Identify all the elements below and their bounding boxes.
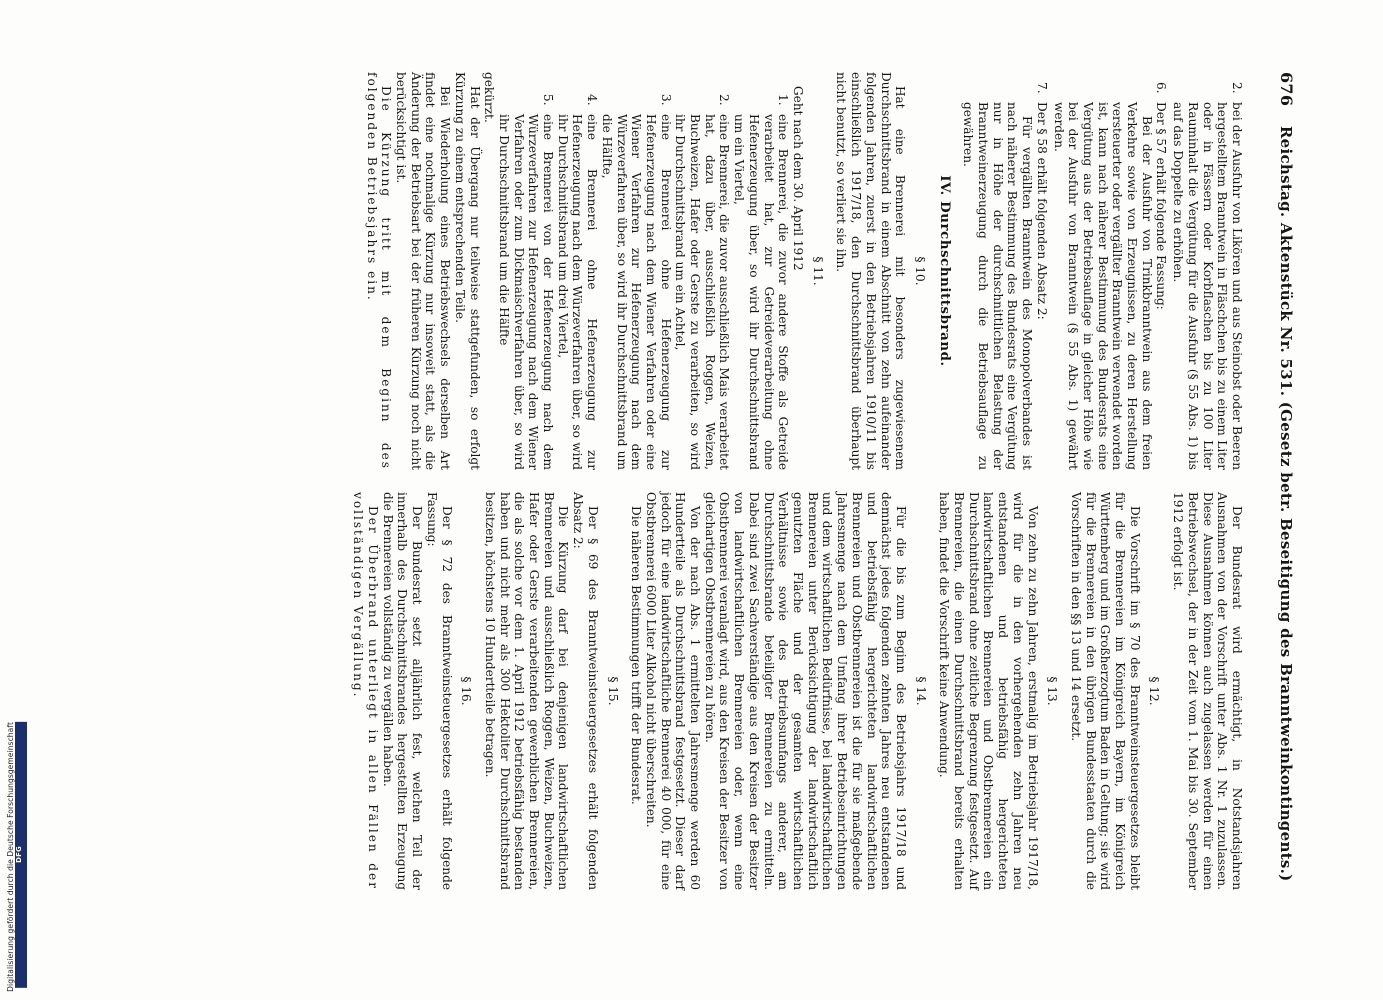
section-heading-16: § 16.	[459, 676, 474, 706]
section-16-paragraph-2: Der Überbrand unterliegt in allen Fällen der vollständigen Vergällung.	[351, 492, 381, 890]
section-heading-12: § 12.	[1147, 676, 1162, 706]
section-heading-10: § 10.	[912, 256, 927, 286]
section-title-durchschnittsbrand: IV. Durchschnittsbrand.	[936, 175, 952, 367]
list-item-2: 2. bei der Ausfuhr von Likören und aus Steinobst oder Beeren hergestelltem Branntwein in Fläschchen bis zu einem Liter oder in Fässern oder Korbflaschen bis zu 100 Liter Rauminhalt die Vergütung für die Ausfuhr (§ 55 Abs. 1) bis auf das Doppelte zu erhöhen.	[1171, 82, 1244, 470]
list-item-7: 7. Der § 58 erhält folgenden Absatz 2:	[1034, 82, 1049, 320]
section-11-paragraph-2: Hat der Übergang nur teilweise stattgefunden, so erfolgt Kürzung zu einem entsprechenden Teile.	[452, 72, 482, 470]
running-head-title: Reichstag. Aktenstück Nr. 531. (Gesetz betr. Beseitigung des Branntweinkontingents.)	[1277, 125, 1295, 882]
section-heading-11: § 11.	[810, 256, 825, 286]
item-6-intro: Der § 57 erhält folgende Fassung:	[1154, 102, 1169, 310]
right-column	[351, 492, 1244, 890]
section-16-intro: Der § 72 des Branntweinsteuergesetzes erhält folgende Fassung:	[424, 492, 454, 890]
list-item: 3. eine Brennerei ohne Hefenerzeugung zur Hefenerzeugung nach dem Wiener Verfahren oder eine Wiener Verfahren zur Hefenerzeugung nach dem Würzeverfahren über, so wird ihr Durchschnittsbrand um die Hälfte,	[599, 94, 673, 470]
section-11-intro: Geht nach dem 30. April 1912	[791, 86, 806, 271]
section-14-paragraph-1: Für die bis zum Beginn des Betriebsjahrs 1917/18 und demnächst jedes folgenden zehnten Jahres neu entstandenen und betriebsfähig hergerichteten landwirtschaftlichen Brennereien und Obstbrennereien ist die für sie maßgebende Jahresmenge nach dem Umfang ihrer Betriebseinrichtungen und dem wirtschaftlichen Bedürfnisse, bei landwirtschaftlichen Brennereien unter Berücksichtigung der landwirtschaftlich genutzten Fläche und der gesamten wirtschaftlichen Verhältnisse sowie des Betriebsumfangs anderer, am Durchschnittsbrande beteiligter Brennereien zu ermitteln. Dabei sind zwei Sachverständige aus den Kreisen der Besitzer von landwirtschaftlichen Brennereien oder, wenn eine Obstbrennerei veranlagt wird, aus den Kreisen der Besitzer von gleichartigen Obstbrennereien zu hören.	[702, 492, 908, 890]
list-item: 4. eine Brennerei ohne Hefenerzeugung zur Hefenerzeugung nach dem Würzeverfahren über, so wird ihr Durchschnittsbrand um drei Viertel,	[555, 94, 600, 470]
section-14-paragraph-3: Die näheren Bestimmungen trifft der Bundesrat.	[629, 506, 644, 805]
section-11-list	[496, 72, 790, 470]
section-heading-13: § 13.	[1045, 676, 1060, 706]
item-6-body: Bei der Ausfuhr von Trinkbranntwein aus dem freien Verkehre sowie von Erzeugnissen, zu deren Herstellung versteuerter oder vergällter Branntwein verwendet worden ist, kann nach näherer Bestimmung des Bundesrats eine Vergütung aus der Betriebsauflage in gleicher Höhe wie bei der Ausfuhr von Branntwein (§ 55 Abs. 1) gewährt werden.	[1051, 102, 1154, 470]
list-item-6: 6. Der § 57 erhält folgende Fassung:	[1154, 82, 1169, 310]
running-head	[1270, 72, 1296, 932]
section-13-body: Von zehn zu zehn Jahren, erstmalig im Betriebsjahr 1917/18, wird für die in den vorhergehenden zehn Jahren neu entstandenen und betriebsfähig hergerichteten landwirtschaftlichen Brennereien und Obstbrennereien ein Durchschnittsbrand ohne zeitliche Begrenzung festgesetzt. Auf Brennereien, die einen Durchschnittsbrand bereits erhalten haben, findet die Vorschrift keine Anwendung.	[937, 492, 1040, 890]
section-11-end: gekürzt.	[482, 72, 497, 123]
section-12-body: Die Vorschrift im § 70 des Branntweinsteuergesetzes bleibt für die Brennereien im Königreich Bayern, im Königreich Württemberg und im Großherzogtum Baden in Geltung; sie wird für die Brennereien in den übrigen Bundesstaaten durch die Vorschriften in den §§ 13 und 14 ersetzt.	[1068, 492, 1142, 890]
item-2-text: bei der Ausfuhr von Likören und aus Steinobst oder Beeren hergestelltem Branntwein in Fläschchen bis zu einem Liter oder in Fässern oder Korbflaschen bis zu 100 Liter Rauminhalt die Vergütung für die Ausfuhr (§ 55 Abs. 1) bis auf das Doppelte zu erhöhen.	[1171, 102, 1244, 470]
section-10-body: Hat eine Brennerei mit besonders zugewiesenem Durchschnittsbrand in einem Abschnitt von zehn aufeinander folgenden Jahren, zuerst in den Betriebsjahren 1910/11 bis einschließlich 1917/18, den Durchschnittsbrand überhaupt nicht benutzt, so verliert sie ihn.	[834, 72, 908, 470]
bundesrat-paragraph: Der Bundesrat wird ermächtigt, in Notstandsjahren Ausnahmen von der Vorschrift unter Abs. 1 Nr. 1 zuzulassen. Diese Ausnahmen können auch zugelassen werden für einen Betriebswechsel, der in der Zeit vom 1. Mai bis 30. September 1912 erfolgt ist.	[1171, 492, 1244, 890]
list-item: 5. eine Brennerei von der Hefenerzeugung nach dem Würzeverfahren zur Hefenerzeugung nach dem Wiener Verfahren oder zum Dickmaischverfahren über, so wird ihr Durchschnittsbrand um die Hälfte	[496, 94, 556, 470]
left-column	[364, 72, 1244, 470]
digitization-credit	[6, 722, 27, 992]
credit-text: Digitalisierung gefördert durch die Deutsche Forschungsgemeinschaft	[6, 722, 15, 992]
document-page	[56, 72, 1296, 932]
dfg-logo: DFG	[15, 722, 27, 988]
section-16-paragraph-1: Der Bundesrat setzt alljährlich fest, welchen Teil der innerhalb des Durchschnittsbrandes hergestellten Erzeugung die Brennereien vollständig zu vergällen haben.	[380, 492, 425, 890]
page-number: 676	[1277, 72, 1296, 107]
list-item: 2. eine Brennerei, die zuvor ausschließlich Mais verarbeitet hat, dazu über, ausschließlich Roggen, Weizen, Buchweizen, Hafer oder Gerste zu verarbeiten, so wird ihr Durchschnittsbrand um ein Achtel,	[673, 94, 732, 470]
section-heading-14: § 14.	[913, 676, 928, 706]
section-11-paragraph-4: Die Kürzung tritt mit dem Beginn des folgenden Betriebsjahrs ein.	[364, 72, 394, 470]
section-14-paragraph-2: Von der nach Abs. 1 ermittelten Jahresmenge werden 60 Hundertteile als Durchschnittsbrand festgesetzt. Dieser darf jedoch für eine landwirtschaftliche Brennerei 40 000, für eine Obstbrennerei 6000 Liter Alkohol nicht überschreiten.	[643, 492, 703, 890]
section-11-paragraph-3: Bei Wiederholung eines Betriebswechsels derselben Art findet eine nochmalige Kürzung nur insoweit statt, als die Änderung der Betriebsart bei der früheren Kürzung noch nicht berücksichtigt ist.	[394, 72, 453, 470]
section-15-body: Die Kürzung darf bei denjenigen landwirtschaftlichen Brennereien und ausschließlich Roggen, Weizen, Buchweizen, Hafer oder Gerste verarbeitenden gewerblichen Brennereien, die als solche vor dem 1. April 1912 betriebsfähig bestanden haben und nicht mehr als 300 Hektoliter Durchschnittsbrand besitzen, höchstens 10 Hundertteile betragen.	[482, 492, 571, 890]
section-15-intro: Der § 69 des Branntweinsteuergesetzes erhält folgenden Absatz 2:	[571, 492, 600, 890]
list-item: 1. eine Brennerei, die zuvor andere Stoffe als Getreide verarbeitet hat, zur Getreideverarbeitung ohne Hefenerzeugung über, so wird ihr Durchschnittsbrand um ein Viertel,	[732, 94, 791, 470]
section-heading-15: § 15.	[605, 676, 620, 706]
item-7-intro: Der § 58 erhält folgenden Absatz 2:	[1034, 102, 1049, 320]
item-7-body: Für vergällten Branntwein des Monopolverbandes ist nach näherer Bestimmung des Bundesrats eine Vergütung nur in Höhe der durchschnittlichen Belastung der Branntweinerzeugung durch die Betriebsauflage zu gewähren.	[961, 102, 1035, 470]
